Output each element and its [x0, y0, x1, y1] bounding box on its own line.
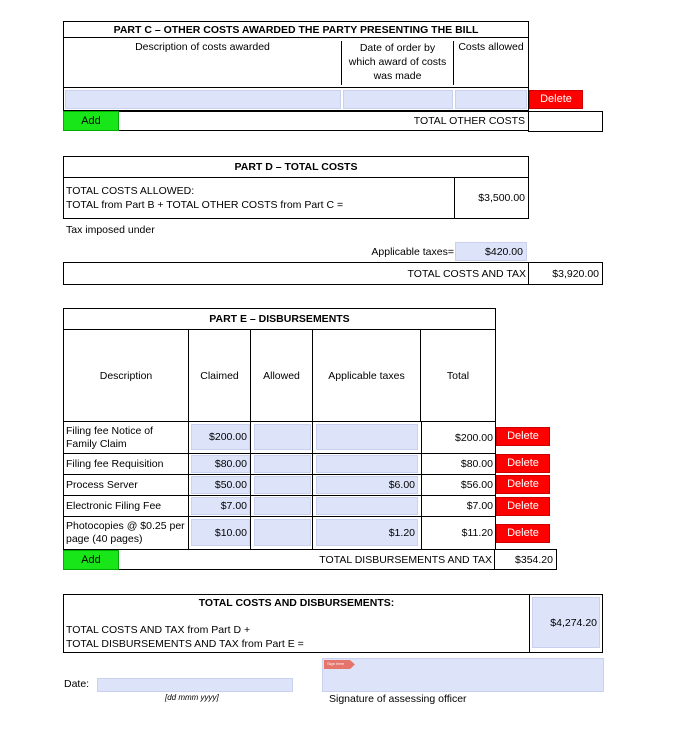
part-d-table	[63, 156, 529, 219]
table-row-total: $80.00	[421, 454, 493, 474]
part-d-total-row	[63, 262, 529, 285]
table-row-allowed[interactable]	[254, 455, 311, 473]
disbursement-delete-button[interactable]: Delete	[496, 497, 550, 516]
table-row-total: $11.20	[421, 517, 493, 549]
part-d-total-label: TOTAL COSTS AND TAX	[407, 267, 526, 280]
part-e-header-taxes: Applicable taxes	[313, 330, 421, 422]
summary-title: TOTAL COSTS AND DISBURSEMENTS:	[198, 597, 395, 609]
part-c-col-description: Description of costs awarded	[64, 41, 342, 85]
part-e-total-row	[119, 549, 495, 570]
part-c-col-allowed: Costs allowed	[458, 41, 524, 53]
part-e-header-allowed: Allowed	[251, 330, 313, 422]
date-input[interactable]	[97, 678, 293, 692]
table-row-taxes[interactable]: $1.20	[316, 519, 418, 546]
part-c-add-button[interactable]: Add	[63, 111, 119, 131]
summary-value[interactable]: $4,274.20	[532, 597, 600, 648]
table-row-claimed[interactable]: $7.00	[191, 497, 250, 515]
table-row-allowed[interactable]	[254, 424, 311, 450]
table-row-allowed[interactable]	[254, 497, 311, 515]
table-row-claimed[interactable]: $200.00	[191, 424, 250, 450]
table-row-taxes[interactable]	[316, 424, 418, 450]
signature-label: Signature of assessing officer	[329, 693, 467, 705]
part-c-table	[63, 21, 529, 111]
summary-table	[63, 594, 603, 653]
part-d-allowed-value: $3,500.00	[454, 178, 528, 218]
part-d-allowed-line2: TOTAL from Part B + TOTAL OTHER COSTS from Part C =	[66, 199, 344, 211]
disbursement-delete-button[interactable]: Delete	[496, 454, 550, 473]
part-d-title: PART D – TOTAL COSTS	[64, 157, 528, 178]
part-c-total-row	[119, 111, 529, 131]
part-c-row-divider	[64, 87, 528, 88]
disbursement-delete-button[interactable]: Delete	[496, 427, 550, 446]
summary-line1: TOTAL COSTS AND TAX from Part D +	[66, 624, 251, 636]
table-row-total: $56.00	[421, 475, 493, 495]
part-d-applicable-taxes-field[interactable]: $420.00	[455, 242, 527, 261]
part-e-table	[63, 308, 496, 550]
sign-here-label: Sign here	[327, 661, 345, 666]
summary-line2: TOTAL DISBURSEMENTS AND TAX from Part E =	[66, 638, 304, 650]
table-row-description: Photocopies @ $0.25 per page (40 pages)	[66, 520, 185, 545]
disbursement-delete-button[interactable]: Delete	[496, 475, 550, 494]
part-e-add-button[interactable]: Add	[63, 550, 119, 570]
table-row-description: Filing fee Notice of Family Claim	[66, 424, 153, 450]
part-c-col-date: Date of order by which award of costs was made	[342, 41, 454, 85]
part-c-total-value	[528, 111, 603, 132]
part-c-description-input[interactable]	[65, 90, 341, 109]
summary-label	[66, 623, 526, 651]
table-row-allowed[interactable]	[254, 476, 311, 494]
table-row-description: Electronic Filing Fee	[66, 500, 162, 512]
part-d-applicable-taxes-label: Applicable taxes=	[371, 245, 454, 258]
column-line	[250, 422, 251, 549]
table-row-taxes[interactable]	[316, 497, 418, 515]
part-c-allowed-input[interactable]	[455, 90, 527, 109]
table-row-claimed[interactable]: $80.00	[191, 455, 250, 473]
part-d-tax-imposed-label: Tax imposed under	[66, 224, 155, 236]
part-d-allowed-label	[66, 184, 451, 214]
signature-field[interactable]	[322, 658, 604, 692]
part-e-header-claimed: Claimed	[189, 330, 251, 422]
part-e-header-description: Description	[64, 330, 189, 422]
column-line	[188, 422, 189, 549]
date-format-hint: [dd mmm yyyy]	[165, 693, 219, 702]
table-row-claimed[interactable]: $10.00	[191, 519, 250, 546]
summary-value-cell	[529, 595, 602, 652]
date-label: Date:	[64, 678, 90, 690]
part-d-total-value: $3,920.00	[528, 262, 603, 285]
part-c-title: PART C – OTHER COSTS AWARDED THE PARTY PRESENTING THE BILL	[64, 24, 528, 38]
part-c-header-divider	[64, 18, 528, 19]
table-row-total: $200.00	[421, 422, 493, 453]
table-row-claimed[interactable]: $50.00	[191, 476, 250, 494]
column-line	[312, 422, 313, 549]
table-row-taxes[interactable]	[316, 455, 418, 473]
table-row-allowed[interactable]	[254, 519, 311, 546]
table-row-description: Filing fee Requisition	[66, 458, 164, 470]
part-e-header-total: Total	[421, 330, 495, 422]
part-e-title: PART E – DISBURSEMENTS	[64, 309, 495, 330]
table-row-description: Process Server	[66, 479, 138, 491]
table-row-taxes[interactable]: $6.00	[316, 476, 418, 494]
sign-here-tag	[324, 660, 354, 668]
table-row-total: $7.00	[421, 496, 493, 516]
part-e-total-value: $354.20	[494, 549, 557, 570]
disbursement-delete-button[interactable]: Delete	[496, 524, 550, 543]
part-c-date-input[interactable]	[343, 90, 453, 109]
part-e-total-label: TOTAL DISBURSEMENTS AND TAX	[319, 553, 492, 566]
part-d-allowed-line1: TOTAL COSTS ALLOWED:	[66, 185, 195, 197]
part-c-delete-button[interactable]: Delete	[529, 90, 583, 109]
part-c-total-label: TOTAL OTHER COSTS	[413, 115, 525, 127]
